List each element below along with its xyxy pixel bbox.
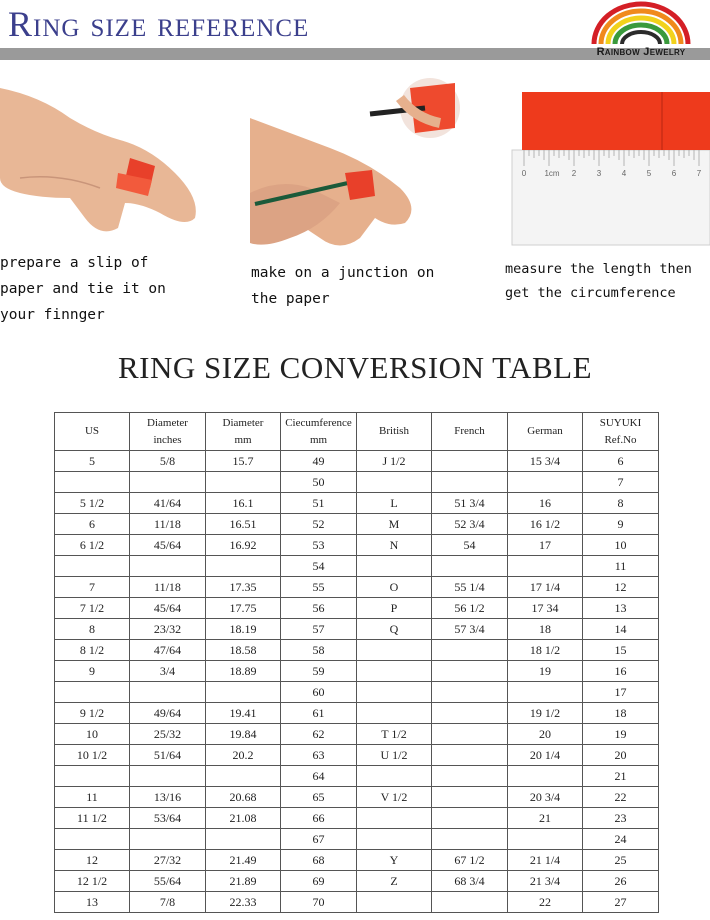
table-cell: 8 1/2 <box>55 640 130 661</box>
page-title: Ring size reference <box>8 4 310 44</box>
table-cell <box>357 640 432 661</box>
table-cell: 45/64 <box>130 535 206 556</box>
table-row <box>55 556 659 577</box>
table-cell: 22.33 <box>206 892 281 913</box>
table-cell <box>432 808 508 829</box>
brand-name: Rainbow Jewelry <box>596 46 686 58</box>
table-cell: 5/8 <box>130 451 206 472</box>
column-header <box>206 413 281 451</box>
table-cell <box>357 556 432 577</box>
table-cell <box>508 472 583 493</box>
table-row <box>55 619 659 640</box>
rainbow-arc-icon <box>572 0 710 48</box>
table-cell <box>130 682 206 703</box>
table-cell: 21.08 <box>206 808 281 829</box>
table-cell: 23/32 <box>130 619 206 640</box>
table-cell: 51/64 <box>130 745 206 766</box>
table-cell: 20 1/4 <box>508 745 583 766</box>
table-row <box>55 640 659 661</box>
column-header <box>130 413 206 451</box>
table-cell <box>55 766 130 787</box>
table-cell <box>432 640 508 661</box>
table-cell <box>130 766 206 787</box>
table-cell: 67 1/2 <box>432 850 508 871</box>
table-cell <box>55 829 130 850</box>
table-cell: 20.68 <box>206 787 281 808</box>
table-cell <box>432 661 508 682</box>
table-cell <box>357 766 432 787</box>
table-cell: 11/18 <box>130 577 206 598</box>
table-cell: 21 <box>583 766 659 787</box>
table-cell: 17 1/4 <box>508 577 583 598</box>
table-row <box>55 829 659 850</box>
column-header <box>357 413 432 451</box>
column-header <box>432 413 508 451</box>
conversion-table-title: RING SIZE CONVERSION TABLE <box>117 350 593 385</box>
table-cell: 57 <box>281 619 357 640</box>
table-cell: V 1/2 <box>357 787 432 808</box>
table-cell: 57 3/4 <box>432 619 508 640</box>
table-cell: 15.7 <box>206 451 281 472</box>
column-header <box>508 413 583 451</box>
table-cell: Y <box>357 850 432 871</box>
table-cell: 10 <box>583 535 659 556</box>
table-cell: 17 34 <box>508 598 583 619</box>
table-cell: 45/64 <box>130 598 206 619</box>
table-cell <box>130 556 206 577</box>
table-cell: 17 <box>583 682 659 703</box>
table-cell: 21 1/4 <box>508 850 583 871</box>
table-cell: 5 1/2 <box>55 493 130 514</box>
column-header-line: SUYUKI <box>599 416 642 429</box>
table-cell: 25 <box>583 850 659 871</box>
table-cell: J 1/2 <box>357 451 432 472</box>
table-cell: 17.35 <box>206 577 281 598</box>
table-cell: 52 3/4 <box>432 514 508 535</box>
table-cell: 49 <box>281 451 357 472</box>
column-header <box>583 413 659 451</box>
table-cell: 18 <box>583 703 659 724</box>
table-cell: 62 <box>281 724 357 745</box>
table-cell: 19.41 <box>206 703 281 724</box>
table-cell <box>357 661 432 682</box>
table-cell: 12 <box>55 850 130 871</box>
table-cell: U 1/2 <box>357 745 432 766</box>
table-cell: 18.19 <box>206 619 281 640</box>
table-row <box>55 493 659 514</box>
column-header-line: Ciecumference <box>285 416 352 429</box>
table-cell: 49/64 <box>130 703 206 724</box>
table-cell: 9 <box>55 661 130 682</box>
table-cell: 6 <box>583 451 659 472</box>
table-cell: Z <box>357 871 432 892</box>
table-cell: 16 <box>583 661 659 682</box>
table-cell: 19 <box>583 724 659 745</box>
table-cell: 20.2 <box>206 745 281 766</box>
table-cell: O <box>357 577 432 598</box>
table-cell: 19 <box>508 661 583 682</box>
table-cell: 60 <box>281 682 357 703</box>
table-cell: 65 <box>281 787 357 808</box>
table-cell: 63 <box>281 745 357 766</box>
marking-junction-photo <box>250 78 460 256</box>
table-row <box>55 766 659 787</box>
table-cell: 56 1/2 <box>432 598 508 619</box>
table-cell: L <box>357 493 432 514</box>
table-row <box>55 724 659 745</box>
table-cell: 18.58 <box>206 640 281 661</box>
table-cell <box>206 556 281 577</box>
table-cell <box>357 892 432 913</box>
table-cell: 13 <box>55 892 130 913</box>
table-cell <box>130 472 206 493</box>
table-cell: N <box>357 535 432 556</box>
table-cell: 19 1/2 <box>508 703 583 724</box>
table-cell <box>432 745 508 766</box>
table-row <box>55 451 659 472</box>
table-cell: 16.92 <box>206 535 281 556</box>
table-cell: 64 <box>281 766 357 787</box>
table-row <box>55 472 659 493</box>
ruler-label: 2 <box>571 169 577 178</box>
ruler-label: 4 <box>621 169 627 178</box>
table-cell <box>55 682 130 703</box>
table-cell: 52 <box>281 514 357 535</box>
table-cell: 6 <box>55 514 130 535</box>
table-cell: 17.75 <box>206 598 281 619</box>
ring-size-table <box>54 412 659 913</box>
table-cell: M <box>357 514 432 535</box>
table-cell: 11 <box>583 556 659 577</box>
table-cell <box>206 472 281 493</box>
step-2-instruction: make on a junction on the paper <box>251 265 435 307</box>
table-cell: 12 1/2 <box>55 871 130 892</box>
brand-logo <box>572 0 710 64</box>
table-cell: 6 1/2 <box>55 535 130 556</box>
table-cell <box>432 556 508 577</box>
table-cell: 20 <box>583 745 659 766</box>
table-cell: 7 <box>55 577 130 598</box>
table-cell <box>357 682 432 703</box>
column-header-line: British <box>379 425 409 437</box>
column-header-line: French <box>454 425 485 437</box>
table-row <box>55 745 659 766</box>
table-cell <box>432 724 508 745</box>
table-cell: 51 3/4 <box>432 493 508 514</box>
table-cell: 11 <box>55 787 130 808</box>
table-cell: 23 <box>583 808 659 829</box>
table-cell: 70 <box>281 892 357 913</box>
table-cell <box>432 829 508 850</box>
table-cell: 7 1/2 <box>55 598 130 619</box>
step-1-instruction: prepare a slip of paper and tie it on your finnger <box>0 255 166 323</box>
table-cell: 15 3/4 <box>508 451 583 472</box>
table-cell: Q <box>357 619 432 640</box>
table-cell: 55 1/4 <box>432 577 508 598</box>
table-cell: 24 <box>583 829 659 850</box>
table-cell: 66 <box>281 808 357 829</box>
table-cell: 25/32 <box>130 724 206 745</box>
table-cell: 16 1/2 <box>508 514 583 535</box>
table-cell: 27 <box>583 892 659 913</box>
table-cell: 12 <box>583 577 659 598</box>
table-cell: 8 <box>583 493 659 514</box>
table-cell: 9 <box>583 514 659 535</box>
column-header-line: Ref.No <box>604 433 637 446</box>
table-row <box>55 787 659 808</box>
table-cell: 18 1/2 <box>508 640 583 661</box>
table-cell: 7 <box>583 472 659 493</box>
ruler-label: 6 <box>671 169 677 178</box>
ruler-label: 7 <box>696 169 702 178</box>
table-row <box>55 682 659 703</box>
table-row <box>55 535 659 556</box>
ruler-measure-photo <box>510 80 710 248</box>
table-cell: 14 <box>583 619 659 640</box>
table-cell: 15 <box>583 640 659 661</box>
table-header-row <box>55 413 659 451</box>
table-cell: 21.89 <box>206 871 281 892</box>
table-row <box>55 598 659 619</box>
table-cell <box>206 682 281 703</box>
column-header-line: Diameter <box>147 416 188 429</box>
table-cell <box>508 829 583 850</box>
table-cell: 50 <box>281 472 357 493</box>
column-header-line: mm <box>309 433 328 446</box>
table-cell: 8 <box>55 619 130 640</box>
table-row <box>55 850 659 871</box>
table-cell: 19.84 <box>206 724 281 745</box>
table-cell <box>357 808 432 829</box>
table-cell <box>206 829 281 850</box>
table-cell <box>206 766 281 787</box>
table-row <box>55 892 659 913</box>
table-cell: 16.51 <box>206 514 281 535</box>
table-cell: 61 <box>281 703 357 724</box>
table-cell: 13/16 <box>130 787 206 808</box>
table-cell: 68 <box>281 850 357 871</box>
column-header-line: mm <box>234 433 252 446</box>
table-cell <box>55 472 130 493</box>
hand-with-paper-photo <box>0 78 205 243</box>
table-cell: 22 <box>508 892 583 913</box>
table-cell: 54 <box>281 556 357 577</box>
table-cell: 55/64 <box>130 871 206 892</box>
table-cell: 13 <box>583 598 659 619</box>
table-cell: 10 1/2 <box>55 745 130 766</box>
table-cell <box>508 556 583 577</box>
table-cell: 53/64 <box>130 808 206 829</box>
table-cell: 21 <box>508 808 583 829</box>
table-cell: P <box>357 598 432 619</box>
table-row <box>55 808 659 829</box>
table-row <box>55 577 659 598</box>
table-cell: 20 3/4 <box>508 787 583 808</box>
table-cell <box>357 472 432 493</box>
table-cell: 10 <box>55 724 130 745</box>
table-header <box>55 413 659 451</box>
table-cell <box>508 682 583 703</box>
table-cell: 18.89 <box>206 661 281 682</box>
table-cell: T 1/2 <box>357 724 432 745</box>
table-cell: 11/18 <box>130 514 206 535</box>
table-cell <box>432 787 508 808</box>
table-cell: 67 <box>281 829 357 850</box>
table-cell: 47/64 <box>130 640 206 661</box>
table-cell: 21 3/4 <box>508 871 583 892</box>
table-cell: 68 3/4 <box>432 871 508 892</box>
table-row <box>55 871 659 892</box>
table-cell: 59 <box>281 661 357 682</box>
table-cell: 16 <box>508 493 583 514</box>
table-cell: 22 <box>583 787 659 808</box>
table-cell: 9 1/2 <box>55 703 130 724</box>
table-cell <box>508 766 583 787</box>
table-cell: 21.49 <box>206 850 281 871</box>
table-body <box>55 451 659 913</box>
table-cell: 54 <box>432 535 508 556</box>
table-cell: 18 <box>508 619 583 640</box>
table-cell: 26 <box>583 871 659 892</box>
column-header <box>55 413 130 451</box>
table-cell <box>357 829 432 850</box>
table-cell <box>432 451 508 472</box>
column-header-line: US <box>84 425 100 437</box>
table-cell: 27/32 <box>130 850 206 871</box>
table-cell: 7/8 <box>130 892 206 913</box>
table-row <box>55 514 659 535</box>
table-cell: 53 <box>281 535 357 556</box>
table-cell <box>432 892 508 913</box>
ruler-label: 5 <box>646 169 652 178</box>
column-header <box>281 413 357 451</box>
table-cell: 56 <box>281 598 357 619</box>
table-cell <box>432 682 508 703</box>
table-cell <box>357 703 432 724</box>
ruler-label: 1cm <box>544 169 560 178</box>
column-header-line: Diameter <box>222 416 264 429</box>
ruler-label: 3 <box>596 169 602 178</box>
table-cell: 16.1 <box>206 493 281 514</box>
table-cell: 41/64 <box>130 493 206 514</box>
table-cell: 11 1/2 <box>55 808 130 829</box>
column-header-line: inches <box>153 433 182 446</box>
ruler-label: 0 <box>521 169 527 178</box>
table-cell: 17 <box>508 535 583 556</box>
table-cell <box>130 829 206 850</box>
table-cell <box>432 472 508 493</box>
table-row <box>55 703 659 724</box>
table-cell: 58 <box>281 640 357 661</box>
table-cell: 20 <box>508 724 583 745</box>
table-cell <box>432 766 508 787</box>
table-cell <box>432 703 508 724</box>
table-row <box>55 661 659 682</box>
table-cell: 3/4 <box>130 661 206 682</box>
table-cell: 69 <box>281 871 357 892</box>
table-cell: 55 <box>281 577 357 598</box>
table-cell: 5 <box>55 451 130 472</box>
step-3-instruction: measure the length then get the circumference <box>505 261 692 301</box>
column-header-line: German <box>527 425 563 437</box>
table-cell: 51 <box>281 493 357 514</box>
table-cell <box>55 556 130 577</box>
